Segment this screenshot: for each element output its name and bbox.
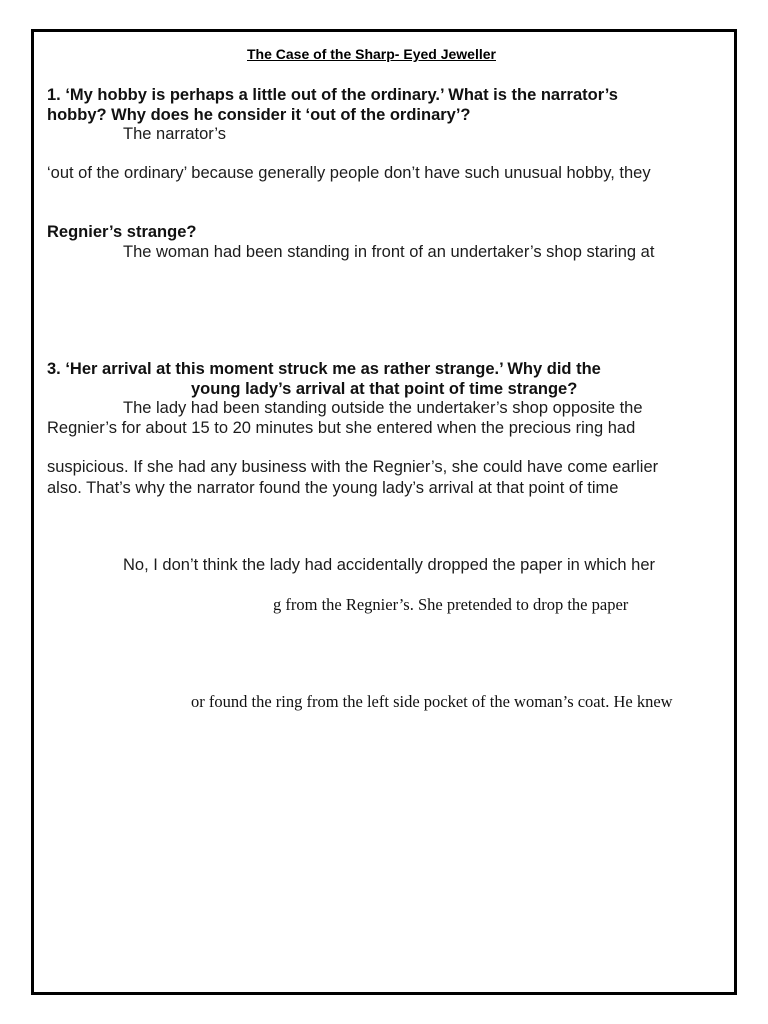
answer-4-line-1: No, I don’t think the lady had accidentally dropped the paper in which her — [123, 556, 656, 574]
answer-3-line-3: suspicious. If she had any business with the Regnier’s, she could have come earlier — [47, 458, 659, 476]
question-3-line-2: young lady’s arrival at that point of time strange? — [191, 380, 578, 398]
question-1-line-1: 1. ‘My hobby is perhaps a little out of the ordinary.’ What is the narrator’s — [47, 86, 618, 104]
answer-3-line-4: also. That’s why the narrator found the young lady’s arrival at that point of time — [47, 479, 619, 497]
question-2-line-1: Regnier’s strange? — [47, 223, 197, 241]
document-title: The Case of the Sharp- Eyed Jeweller — [247, 46, 496, 62]
answer-2-line-1: The woman had been standing in front of an undertaker’s shop staring at — [123, 243, 655, 261]
question-1-line-2: hobby? Why does he consider it ‘out of the ordinary’? — [47, 106, 471, 124]
answer-4-line-2: g from the Regnier’s. She pretended to drop the paper — [273, 595, 629, 614]
answer-1-line-2: ‘out of the ordinary’ because generally people don’t have such unusual hobby, they — [47, 164, 651, 182]
answer-5-line-1: or found the ring from the left side pocket of the woman’s coat. He knew — [191, 692, 673, 711]
answer-3-line-2: Regnier’s for about 15 to 20 minutes but she entered when the precious ring had — [47, 419, 636, 437]
answer-1-line-1: The narrator’s — [123, 125, 227, 143]
question-3-line-1: 3. ‘Her arrival at this moment struck me as rather strange.’ Why did the — [47, 360, 601, 378]
answer-3-line-1: The lady had been standing outside the undertaker’s shop opposite the — [123, 399, 643, 417]
